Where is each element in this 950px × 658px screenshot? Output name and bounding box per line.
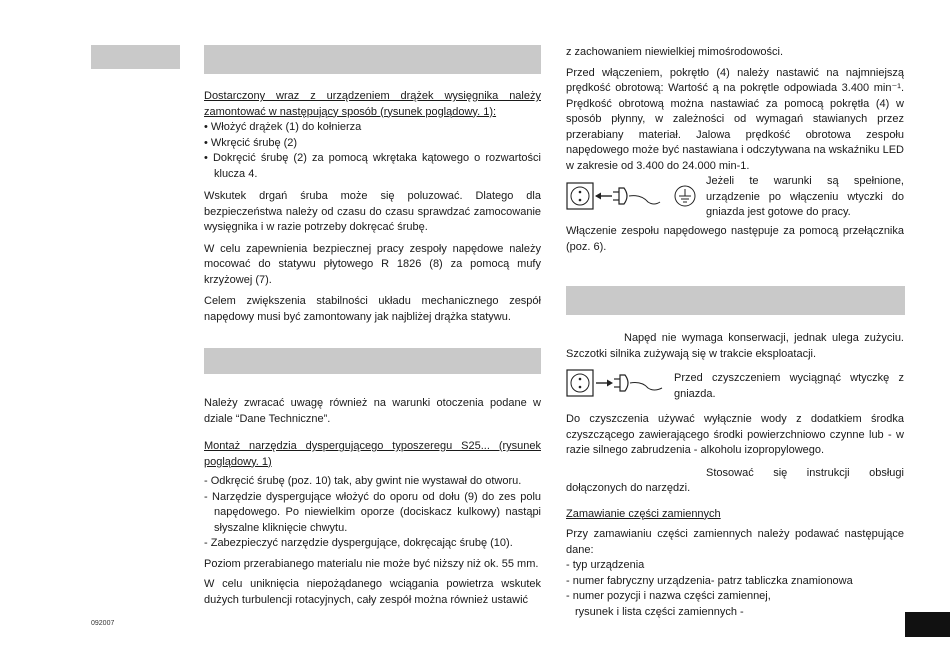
spare-parts-heading: Zamawianie części zamiennych bbox=[566, 507, 721, 520]
footer-code: 092007 bbox=[91, 620, 115, 627]
unplug-figure bbox=[566, 368, 666, 400]
section-header-bar-3 bbox=[566, 286, 905, 315]
spare-parts-item: - typ urządzenia bbox=[566, 559, 645, 571]
plug-ground-figure bbox=[566, 180, 701, 216]
tool-step: - Narzędzie dyspergujące włożyć do oporu od dołu (9) do zes polu napędowego. Po niewielkim oporze (dociskacz kulkowy) nastąpi słyszalne kliknięcie chwytu. bbox=[204, 490, 541, 534]
page-number-block bbox=[905, 612, 950, 637]
left-block-1 bbox=[204, 89, 541, 325]
tool-step: - Odkręcić śrubę (poz. 10) tak, aby gwint nie wystawał do otworu. bbox=[204, 475, 522, 487]
plug-icon bbox=[614, 375, 662, 391]
paragraph-vibration: Wskutek drgań śruba może się poluzować. Dlatego dla bezpieczeństwa należy od czasu do czasu sprawdzać zamocowanie wysięgnika i w razie potrzeby dokręcać śrubę. bbox=[204, 190, 541, 233]
side-tab-bar bbox=[91, 45, 180, 69]
tool-mounting-heading: Montaż narzędzia dyspergującego typoszeregu S25... (rysunek poglądowy. 1) bbox=[204, 440, 541, 468]
spare-parts-item: rysunek i lista części zamiennych - bbox=[575, 605, 744, 618]
continuation-line: z zachowaniem niewielkiej mimośrodowości. bbox=[566, 46, 784, 58]
left-block-2 bbox=[204, 396, 541, 608]
section-header-bar-2 bbox=[204, 348, 541, 374]
right-block-2 bbox=[566, 412, 904, 620]
arrow-icon bbox=[596, 380, 613, 387]
paragraph-stability: Celem zwiększenia stabilności układu mechanicznego zespół napędowy musi być zamontowany jak najbliżej drążka statywu. bbox=[204, 295, 541, 323]
paragraph-level: Poziom przerabianego materialu nie może być niższy niż ok. 55 mm. bbox=[204, 557, 539, 570]
ground-symbol-icon bbox=[675, 186, 695, 206]
paragraph-instructions: Stosować się instrukcji obsługi dołączonych do narzędzi. bbox=[566, 466, 904, 494]
paragraph-mounting: W celu zapewnienia bezpiecznej pracy zespoły napędowe należy mocować do statywu płytowego R 1826 (8) za pomocą mufy krzyżowej (7). bbox=[204, 242, 541, 286]
bullet-item: • Dokręcić śrubę (2) za pomocą wkrętaka kątowego o rozwartości klucza 4. bbox=[204, 152, 541, 180]
paragraph-environment: Należy zwracać uwagę również na warunki otoczenia podane w dziale “Dane Techniczne”. bbox=[204, 397, 541, 425]
paragraph-turbulence: W celu uniknięcia niepożądanego wciągania powietrza wskutek dużych turbulencji rotacyjnych, cały zespół można również ustawić bbox=[204, 578, 541, 606]
tool-step: - Zabezpieczyć narzędzie dyspergujące, dokręcając śrubę (10). bbox=[204, 537, 513, 549]
paragraph-unplug: Przed czyszczeniem wyciągnąć wtyczkę z gniazda. bbox=[674, 372, 904, 400]
section-header-bar-1 bbox=[204, 45, 541, 74]
intro-instruction: Dostarczony wraz z urządzeniem drążek wysięgnika należy zamontować w następujący sposób (rysunek poglądowy. 1): bbox=[204, 90, 541, 118]
paragraph-speed: Przed włączeniem, pokrętło (4) należy nastawić na najmniejszą prędkość obrotową: Wartość ą na pokrętle odpowiada 3.400 min⁻¹. Prędkość obrotową można nastawiać za pomocą pokrętła (4) w sposób płynny, w zależności od wymagań stawianych przez przerabiany materiał. Jalowa prędkość obrotowa zespołu napędowego może być nastawiana i odczytywana na wskaźniku LED w zakresie od 3.400 do 24.000 min-1. bbox=[566, 66, 904, 172]
paragraph-cleaning: Do czyszczenia używać wyłącznie wody z dodatkiem środka czyszczącego zawierającego środki powierzchniowo czynne lub - w razie silnego zabrudzenia - alkoholu izopropylowego. bbox=[566, 413, 904, 456]
spare-parts-item: - numer fabryczny urządzenia- patrz tabliczka znamionowa bbox=[566, 574, 853, 587]
paragraph-switch: Włączenie zespołu napędowego następuje za pomocą przełącznika (poz. 6). bbox=[566, 225, 904, 253]
right-block-1 bbox=[566, 45, 904, 174]
socket-icon bbox=[567, 370, 593, 396]
spare-parts-item: - numer pozycji i nazwa części zamiennej, bbox=[566, 590, 771, 602]
bullet-item: • Włożyć drążek (1) do kołnierza bbox=[204, 121, 362, 133]
arrow-icon bbox=[595, 193, 612, 200]
paragraph-maintenance: Napęd nie wymaga konserwacji, jednak ulega zużyciu. Szczotki silnika zużywają się w trakcie eksploatacji. bbox=[566, 332, 904, 360]
paragraph-conditions: Jeżeli te warunki są spełnione, urządzenie po włączeniu wtyczki do gniazda jest gotowe do pracy. bbox=[706, 175, 904, 218]
plug-icon bbox=[613, 188, 660, 204]
bullet-item: • Wkręcić śrubę (2) bbox=[204, 136, 298, 149]
spare-parts-intro: Przy zamawianiu części zamiennych należy podawać następujące dane: bbox=[566, 528, 904, 556]
socket-icon bbox=[567, 183, 593, 209]
